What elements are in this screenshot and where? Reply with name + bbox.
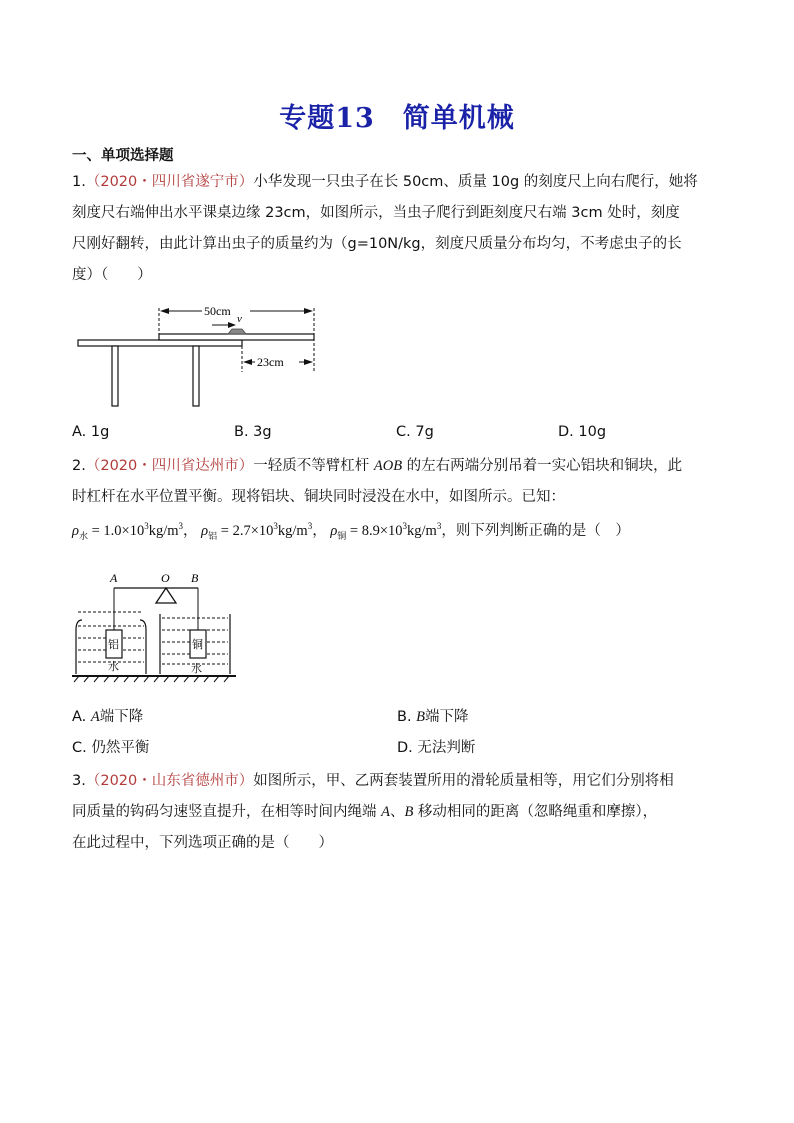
question-1-line-3: 尺刚好翻转，由此计算出虫子的质量约为（g=10N/kg，刻度尺质量分布均匀，不考虑虫子的长 (72, 236, 682, 252)
separator: ， (183, 523, 198, 539)
question-1-line-2: 刻度尺右端伸出水平课桌边缘 23cm，如图所示，当虫子爬行到距刻度尺右端 3cm 处时，刻度 (72, 205, 680, 221)
arrow-left-icon (160, 308, 169, 314)
option-d[interactable] (397, 736, 722, 757)
density-aluminum (201, 521, 313, 542)
density-unit: kg/m (148, 523, 179, 539)
exponent: 3 (307, 521, 313, 532)
density-formula (72, 519, 630, 542)
option-c[interactable] (72, 736, 397, 757)
question-2 (72, 451, 722, 513)
bug-icon (228, 329, 246, 334)
var-b: B (404, 804, 414, 820)
question-2-line-1 (72, 451, 722, 482)
label-23cm: 23cm (257, 355, 284, 369)
arrow-right-icon (228, 322, 236, 328)
option-d[interactable]: D. 10g (558, 424, 607, 440)
option-text: 端下降 (99, 709, 144, 725)
fulcrum-icon (156, 588, 176, 603)
label-aluminum: 铝 (108, 639, 119, 651)
title-topic-number: 专题13 (279, 103, 375, 134)
density-value: = 1.0×10 (91, 523, 145, 539)
rho-symbol: ρ (330, 523, 338, 539)
option-a[interactable]: A. 1g (72, 424, 110, 440)
exponent: 3 (436, 521, 442, 532)
option-b[interactable]: B. 3g (234, 424, 272, 440)
question-text: 一轻质不等臂杠杆 (253, 458, 374, 474)
desk-leg-left (112, 346, 118, 406)
option-prefix: C. (72, 740, 92, 756)
subscript: 铝 (208, 531, 218, 542)
label-o: O (161, 571, 170, 585)
separator: ， (312, 523, 327, 539)
option-text: 仍然平衡 (91, 740, 150, 756)
ruler (159, 334, 314, 340)
desk-top (78, 340, 242, 346)
rho-symbol: ρ (201, 523, 209, 539)
question-text: 移动相同的距离（忽略绳重和摩擦）， (413, 804, 658, 820)
label-velocity: v (237, 313, 242, 325)
density-unit: kg/m (277, 523, 308, 539)
question-text: 的左右两端分别吊着一实心铝块和铜块，此 (402, 458, 683, 474)
question-2-options-row-2 (72, 736, 732, 757)
figure-lever-in-water (70, 566, 240, 684)
option-prefix: A. (72, 709, 91, 725)
label-water-right: 水 (191, 663, 202, 675)
title-topic-name: 简单机械 (402, 103, 515, 134)
option-b[interactable] (397, 705, 722, 726)
question-source: （2020・山东省德州市） (85, 773, 254, 789)
label-copper: 铜 (192, 639, 203, 651)
question-number: 1. (72, 174, 86, 190)
question-source: （2020・四川省达州市） (85, 458, 254, 474)
section-heading: 一、单项选择题 (72, 148, 174, 164)
density-value: = 2.7×10 (220, 523, 274, 539)
option-prefix: D. (397, 740, 418, 756)
option-prefix: B. (397, 709, 417, 725)
var-a: A (381, 804, 390, 820)
question-text: 小华发现一只虫子在长 50cm、质量 10g 的刻度尺上向右爬行，她将 (253, 174, 698, 190)
question-2-options-row-1 (72, 705, 732, 726)
question-2-line-2: 时杠杆在水平位置平衡。现将铝块、铜块同时浸没在水中，如图所示。已知： (72, 489, 565, 505)
arrow-right-icon (304, 308, 313, 314)
exponent: 3 (402, 521, 408, 532)
subscript: 水 (78, 531, 88, 542)
arrow-left-icon (243, 359, 252, 365)
separator: 、 (389, 804, 405, 820)
question-1 (72, 167, 722, 291)
option-a[interactable] (72, 705, 397, 726)
label-a: A (110, 571, 118, 585)
question-3-line-1 (72, 766, 722, 797)
figure-ruler-on-desk (72, 300, 332, 410)
question-tail: ，则下列判断正确的是（ ） (441, 523, 630, 539)
question-3-line-2 (72, 797, 722, 828)
question-1-line-4: 度）（ ） (72, 267, 152, 283)
question-number: 3. (72, 773, 86, 789)
density-water (72, 521, 184, 542)
density-value: = 8.9×10 (349, 523, 403, 539)
question-1-options (72, 424, 732, 440)
question-text: 如图所示，甲、乙两套装置所用的滑轮质量相等，用它们分别将相 (253, 773, 674, 789)
density-copper (330, 521, 442, 542)
question-number: 2. (72, 458, 86, 474)
option-text: 无法判断 (417, 740, 476, 756)
label-water-left: 水 (108, 661, 119, 673)
question-3 (72, 766, 722, 859)
question-text: 同质量的钩码匀速竖直提升，在相等时间内绳端 (72, 804, 382, 820)
question-source: （2020・四川省遂宁市） (85, 174, 254, 190)
density-unit: kg/m (407, 523, 437, 539)
exponent: 3 (178, 521, 184, 532)
option-c[interactable]: C. 7g (396, 424, 434, 440)
page-title (0, 96, 794, 135)
desk-leg-right (193, 346, 199, 406)
question-1-line-1 (72, 167, 722, 198)
option-text: 端下降 (425, 709, 469, 725)
subscript: 铜 (337, 531, 347, 542)
option-var: B (416, 709, 426, 725)
label-50cm: 50cm (204, 304, 231, 318)
option-var: A (90, 709, 100, 725)
question-3-line-3: 在此过程中，下列选项正确的是（ ） (72, 835, 333, 851)
rho-symbol: ρ (72, 523, 79, 539)
exponent: 3 (273, 521, 278, 532)
arrow-right-icon (304, 359, 313, 365)
exponent: 3 (144, 521, 149, 532)
lever-name: AOB (373, 458, 403, 474)
label-b: B (191, 571, 199, 585)
